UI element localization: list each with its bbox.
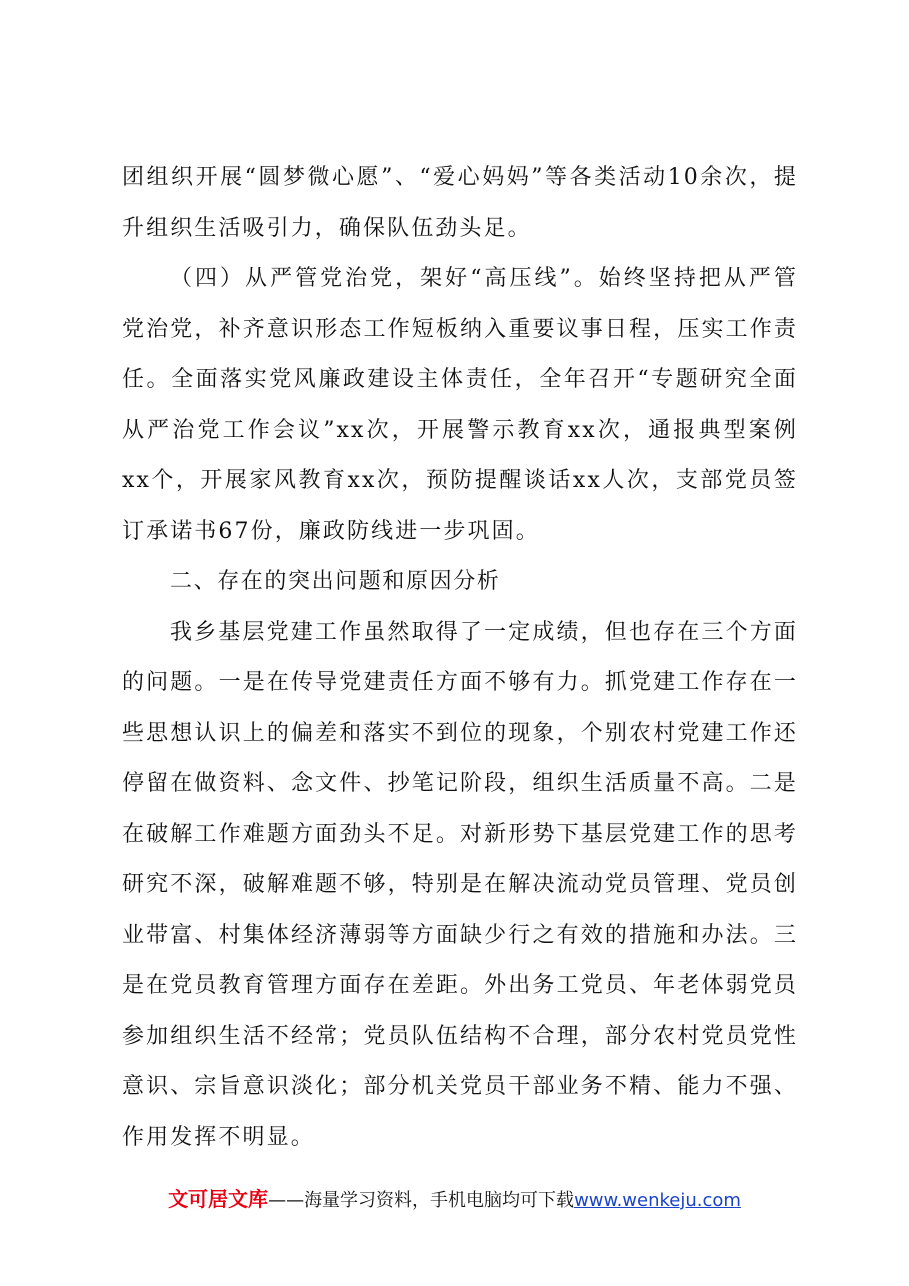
problems-paragraph: 我乡基层党建工作虽然取得了一定成绩，但也存在三个方面的问题。一是在传导党建责任方面不够有力。抓党建工作存在一些思想认识上的偏差和落实不到位的现象，个别农村党建工作还停留在做资料、念文件、抄笔记阶段，组织生活质量不高。二是在破解工作难题方面劲头不足。对新形势下基层党建工作的思考研究不深，破解难题不够，特别是在解决流动党员管理、党员创业带富、村集体经济薄弱等方面缺少行之有效的措施和办法。三是在党员教育管理方面存在差距。外出务工党员、年老体弱党员参加组织生活不经常；党员队伍结构不合理，部分农村党员党性意识、宗旨意识淡化；部分机关党员干部业务不精、能力不强、作用发挥不明显。	[122, 619, 798, 1150]
footer-site-link[interactable]: www.wenkeju.com	[574, 1190, 741, 1211]
footer-brand: 文可居文库	[168, 1187, 269, 1211]
section-heading: 二、存在的突出问题和原因分析	[170, 569, 501, 594]
section-four-paragraph: （四）从严管党治党，架好“高压线”。始终坚持把从严管党治党，补齐意识形态工作短板纳入重要议事日程，压实工作责任。全面落实党风廉政建设主体责任，全年召开“专题研究全面从严治党工作会议”xx次，开展警示教育xx次，通报典型案例xx个，开展家风教育xx次，预防提醒谈话xx人次，支部党员签订承诺书67份，廉政防线进一步巩固。	[122, 266, 798, 544]
footer-slogan: ——海量学习资料，手机电脑均可下载	[268, 1190, 575, 1211]
document-body	[122, 153, 798, 1163]
continuation-paragraph: 团组织开展“圆梦微心愿”、“爱心妈妈”等各类活动10余次，提升组织生活吸引力，确保队伍劲头足。	[122, 165, 798, 241]
footer-banner	[0, 1183, 909, 1212]
